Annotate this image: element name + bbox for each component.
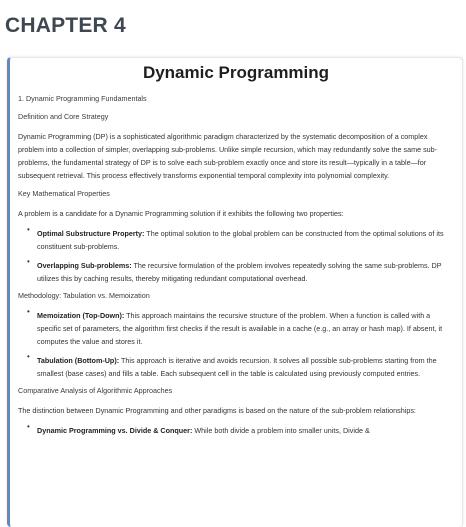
paragraph: The distinction between Dynamic Programming and other paradigms is based on the nature of the sub-problem relationships: <box>18 406 416 415</box>
paragraph: A problem is a candidate for a Dynamic Programming solution if it exhibits the following two properties: <box>18 209 344 218</box>
paragraph: Dynamic Programming (DP) is a sophisticated algorithmic paradigm characterized by the systematic decomposition of a complex problem into a collection of simpler, overlapping sub-problems. Unlike simple recursion, which may redundantly solve the same sub-problems, the fundamental strategy of DP is to solve each sub-problem exactly once and store its result—typically in a table—for subsequent retrieval. This process effectively transforms exponential temporal complexity into polynomial complexity. <box>18 132 438 180</box>
list-item-term: Dynamic Programming vs. Divide & Conquer: <box>37 426 193 435</box>
subsection-heading: Methodology: Tabulation vs. Memoization <box>18 291 150 300</box>
properties-list <box>18 227 454 285</box>
section-heading: 1. Dynamic Programming Fundamentals <box>18 94 147 103</box>
subsection-heading: Key Mathematical Properties <box>18 189 110 198</box>
bullet-icon: • <box>27 422 30 431</box>
content-card <box>7 57 463 527</box>
list-item <box>18 259 454 285</box>
list-item <box>18 227 454 253</box>
list-item-term: Overlapping Sub-problems: <box>37 261 132 270</box>
subsection-heading: Definition and Core Strategy <box>18 112 109 121</box>
list-item-term: Memoization (Top-Down): <box>37 311 125 320</box>
list-item-text: This approach is iterative and avoids recursion. It solves all possible sub-problems starting from the smallest (base cases) and fills a table. Each subsequent cell in the table is calculated using previously computed entries. <box>37 356 437 378</box>
list-item-term: Tabulation (Bottom-Up): <box>37 356 120 365</box>
subsection-heading: Comparative Analysis of Algorithmic Approaches <box>18 386 173 395</box>
comparison-list <box>18 424 454 437</box>
list-item-text: The optimal solution to the global problem can be constructed from the optimal solutions of its constituent sub-problems. <box>37 229 444 251</box>
bullet-icon: • <box>27 352 30 361</box>
bullet-icon: • <box>27 257 30 266</box>
list-item-text: This approach maintains the recursive structure of the problem. When a function is called with a specific set of parameters, the algorithm first checks if the result is available in a cache (e.g., an array or hash map). If absent, it computes the value and stores it. <box>37 311 443 346</box>
list-item <box>18 309 454 348</box>
bullet-icon: • <box>27 225 30 234</box>
chapter-heading: CHAPTER 4 <box>5 14 126 37</box>
methods-list <box>18 309 454 380</box>
list-item <box>18 354 454 380</box>
list-item-text: The recursive formulation of the problem involves repeatedly solving the same sub-problems. DP utilizes this by caching results, thereby mitigating redundant computational overhead. <box>37 261 442 283</box>
bullet-icon: • <box>27 307 30 316</box>
list-item-term: Optimal Substructure Property: <box>37 229 145 238</box>
list-item <box>18 424 454 437</box>
list-item-text: While both divide a problem into smaller units, Divide & <box>192 426 370 435</box>
document-title: Dynamic Programming <box>142 63 330 82</box>
